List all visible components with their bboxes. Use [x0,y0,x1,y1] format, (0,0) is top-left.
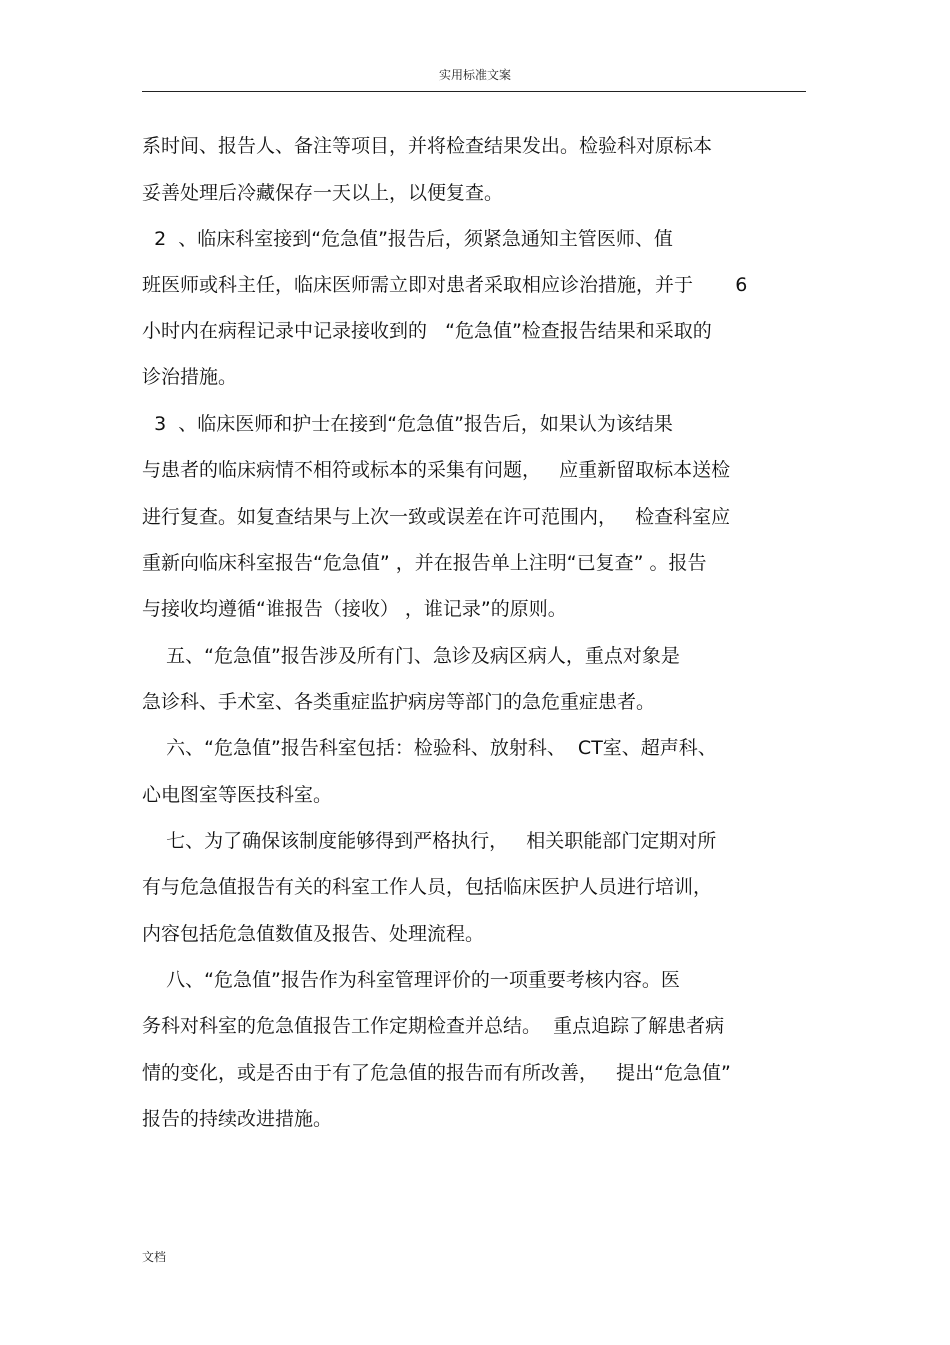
header-title: 实用标准文案 [438,68,511,82]
body-line: 重新向临床科室报告“危急值” ，并在报告单上注明“已复查” 。报告 [142,552,707,574]
body-line: 六、“危急值”报告科室包括：检验科、放射科、 CT室、超声科、 [142,737,717,759]
body-line: 内容包括危急值数值及报告、处理流程。 [142,923,485,945]
body-line: 情的变化，或是否由于有了危急值的报告而有所改善， 提出“危急值” [142,1062,731,1084]
body-line: 有与危急值报告有关的科室工作人员，包括临床医护人员进行培训， [142,876,713,898]
body-line: 班医师或科主任，临床医师需立即对患者采取相应诊治措施，并于 6 [142,274,748,296]
body-line: 心电图室等医技科室。 [142,784,333,806]
body-line: 急诊科、手术室、各类重症监护病房等部门的急危重症患者。 [142,691,656,713]
body-line: 3 、临床医师和护士在接到“危急值”报告后，如果认为该结果 [142,413,673,435]
header-divider [142,91,806,92]
body-line: 2 、临床科室接到“危急值”报告后，须紧急通知主管医师、值 [142,228,673,250]
body-line: 五、“危急值”报告涉及所有门、急诊及病区病人，重点对象是 [142,645,680,667]
body-line: 七、为了确保该制度能够得到严格执行， 相关职能部门定期对所 [142,830,717,852]
body-line: 与接收均遵循“谁报告（接收） ，谁记录”的原则。 [142,598,567,620]
body-line: 报告的持续改进措施。 [142,1108,333,1130]
body-line: 务科对科室的危急值报告工作定期检查并总结。 重点追踪了解患者病 [142,1015,725,1037]
body-line: 妥善处理后冷藏保存一天以上，以便复查。 [142,182,504,204]
body-line: 八、“危急值”报告作为科室管理评价的一项重要考核内容。医 [142,969,680,991]
body-line: 系时间、报告人、备注等项目，并将检查结果发出。检验科对原标本 [142,135,713,157]
body-line: 小时内在病程记录中记录接收到的 “危急值”检查报告结果和采取的 [142,320,712,342]
page-footer: 文档 [142,1250,167,1264]
body-line: 诊治措施。 [142,366,238,388]
body-line: 进行复查。如复查结果与上次一致或误差在许可范围内， 检查科室应 [142,506,731,528]
body-line: 与患者的临床病情不相符或标本的采集有问题， 应重新留取标本送检 [142,459,731,481]
